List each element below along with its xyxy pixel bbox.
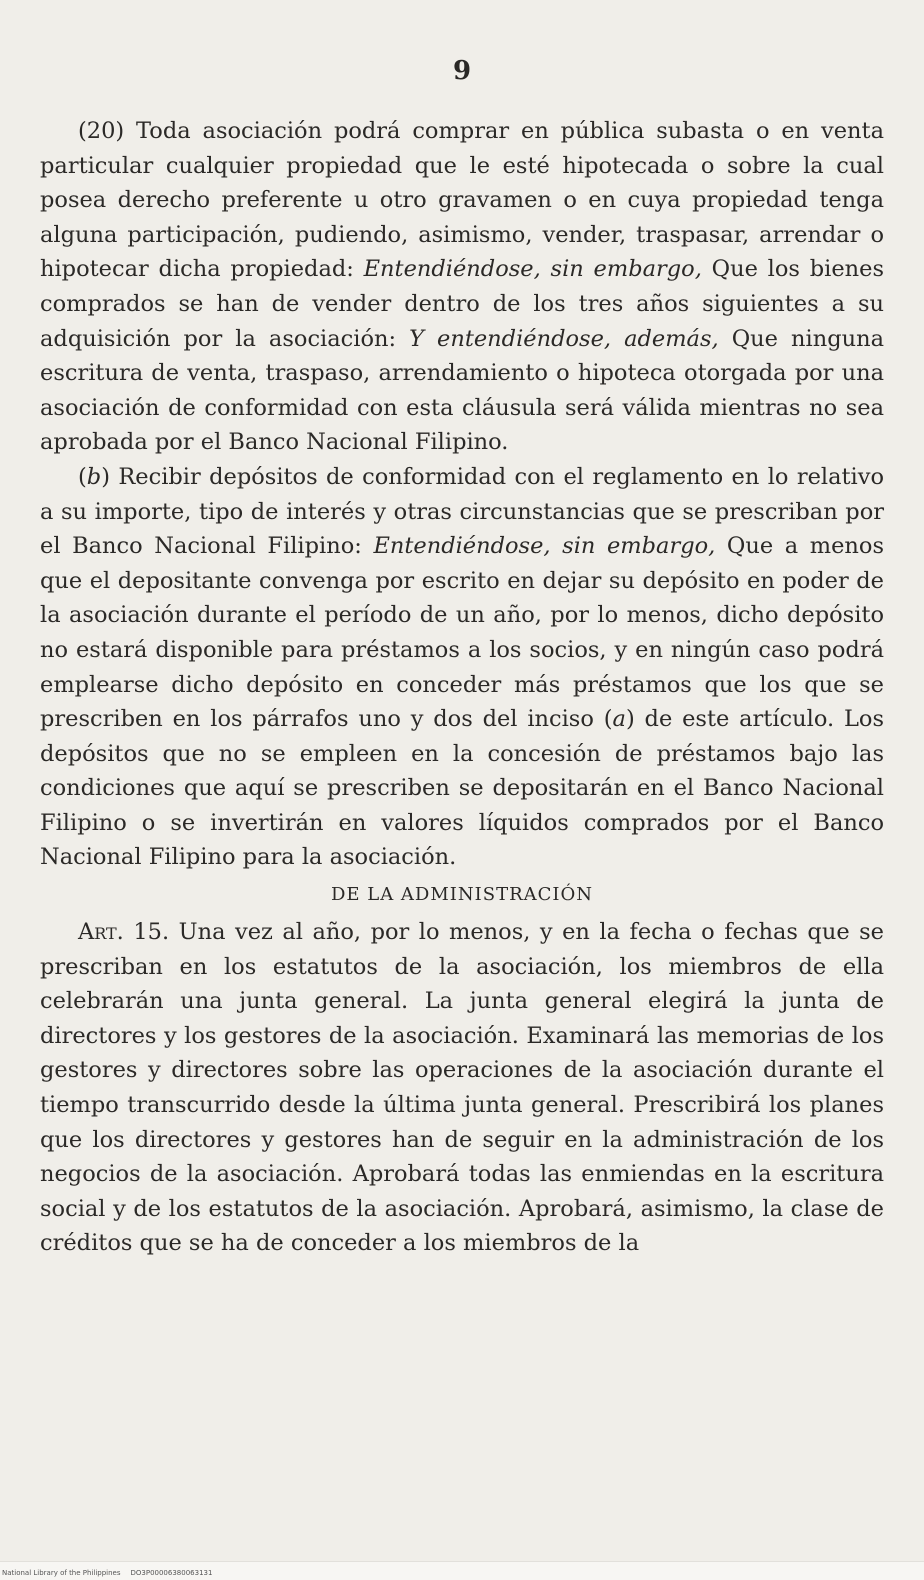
proviso-italic: Entendiéndose, sin embargo, — [363, 256, 702, 283]
clause-letter: a — [612, 706, 626, 733]
proviso-italic: Y entendiéndose, además, — [409, 325, 719, 352]
footer-strip — [0, 1561, 924, 1580]
proviso-italic: Entendiéndose, sin embargo, — [373, 533, 716, 560]
article-label: Art. 15. — [78, 919, 170, 946]
section-heading: DE LA ADMINISTRACIÓN — [330, 884, 594, 906]
footer-library: National Library of the Philippines — [2, 1569, 121, 1577]
clause-letter: b — [86, 463, 102, 490]
paragraph-art-15: Art. 15. Una vez al año, por lo menos, y en la fecha o fechas que se prescriban en los estatutos de la asociación, los miembros de ella celebrarán una junta general. La junta general elegirá la junta de directores y los gestores de la asociación. Examinará las memorias de los gestores y directores sobre las operaciones de la asociación durante el tiempo transcurrido desde la última junta general. Prescribirá los planes que los directores y gestores han de seguir en la administración de los negocios de la asociación. Aprobará todas las enmiendas en la escritura social y de los estatutos de la asociación. Aprobará, asimismo, la clase de créditos que se ha de conceder a los miembros de la — [40, 919, 884, 1257]
paragraph-b: (b) Recibir depósitos de conformidad con el reglamento en lo relativo a su importe, tipo de interés y otras circunstancias que se prescriban por el Banco Nacional Filipino: Entendiéndose, sin embargo, Que a menos que el depositante convenga por escrito en dejar su depósito en poder de la asociación durante el período de un año, por lo menos, dicho depósito no estará disponible para préstamos a los socios, y en ningún caso podrá emplearse dicho depósito en conceder más préstamos que los que se prescriben en los párrafos uno y dos del inciso (a) de este artículo. Los depósitos que no se empleen en la concesión de préstamos bajo las condiciones que aquí se prescriben se depositarán en el Banco Nacional Filipino o se invertirán en valores líquidos comprados por el Banco Nacional Filipino para la asociación. — [40, 463, 885, 871]
page-number: 9 — [452, 56, 472, 86]
body-text — [40, 114, 884, 1261]
footer-attribution — [2, 1569, 212, 1577]
paragraph-20: (20) Toda asociación podrá comprar en pública subasta o en venta particular cualquier propiedad que le esté hipotecada o sobre la cual posea derecho preferente u otro gravamen o en cuya propiedad tenga alguna participación, pudiendo, asimismo, vender, traspasar, arrendar o hipotecar dicha propiedad: Entendiéndose, sin embargo, Que los bienes comprados se han de vender dentro de los tres años siguientes a su adquisición por la asociación: Y entendiéndose, además, Que ninguna escritura de venta, traspaso, arrendamiento o hipoteca otorgada por una asociación de conformidad con esta cláusula será válida mientras no sea aprobada por el Banco Nacional Filipino. — [40, 118, 885, 456]
footer-code: DO3P00006380063131 — [130, 1569, 213, 1577]
